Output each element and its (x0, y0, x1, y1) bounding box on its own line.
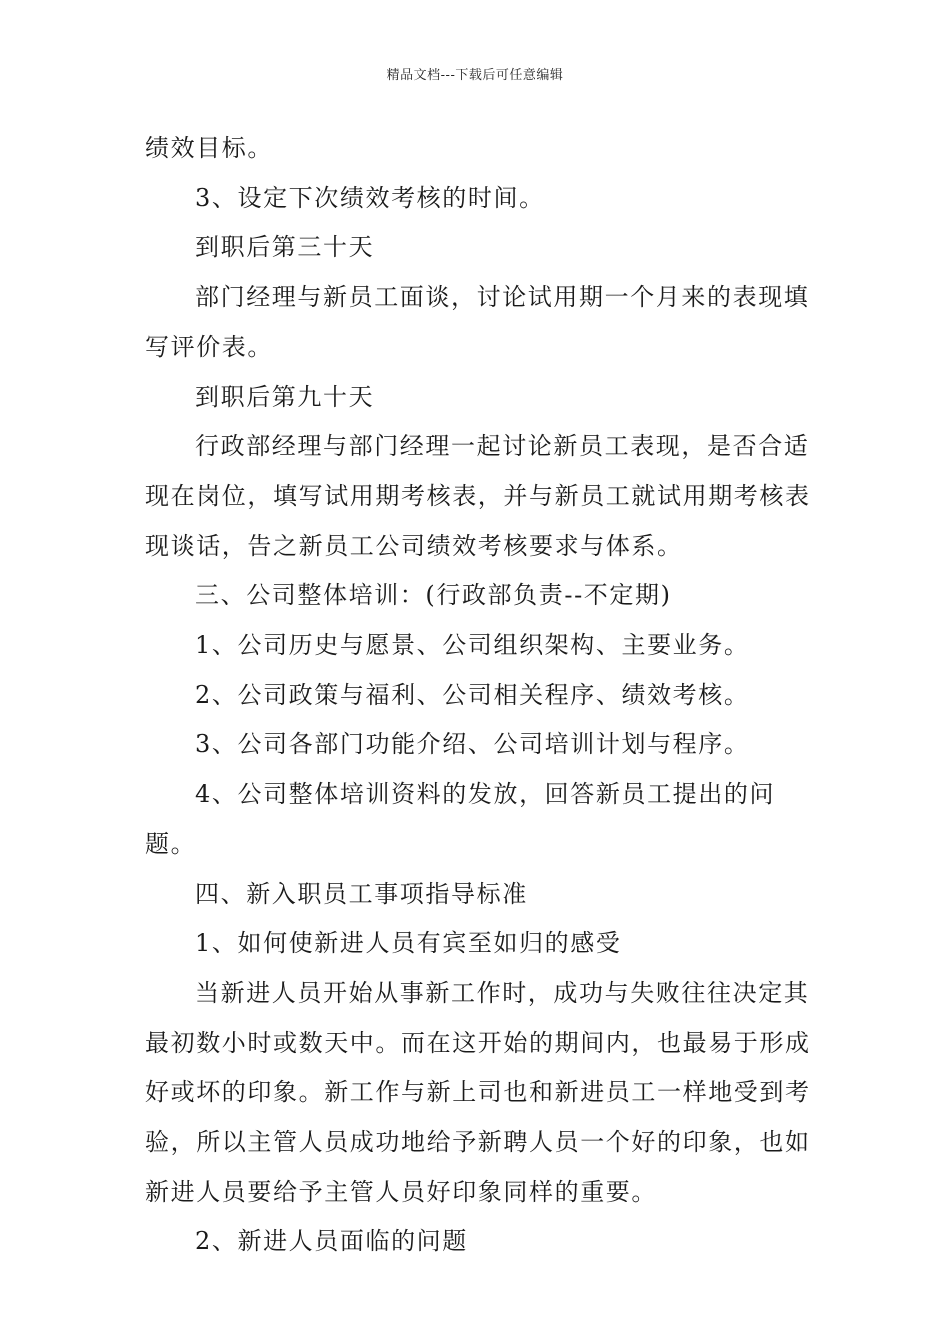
paragraph: 部门经理与新员工面谈，讨论试用期一个月来的表现填写评价表。 (145, 283, 810, 361)
section-heading: 到职后第九十天 (195, 382, 375, 411)
section-heading: 到职后第三十天 (195, 233, 375, 262)
list-item: 4、公司整体培训资料的发放，回答新员工提出的问题。 (145, 780, 776, 858)
section-heading: 四、新入职员工事项指导标准 (195, 879, 528, 908)
section-heading: 三、公司整体培训：(行政部负责--不定期) (195, 581, 672, 610)
paragraph: 行政部经理与部门经理一起讨论新员工表现，是否合适现在岗位，填写试用期考核表，并与新员工就试用期考核表现谈话，告之新员工公司绩效考核要求与体系。 (145, 432, 811, 560)
list-item: 2、公司政策与福利、公司相关程序、绩效考核。 (195, 680, 750, 709)
paragraph: 绩效目标。 (145, 134, 273, 162)
list-item: 1、公司历史与愿景、公司组织架构、主要业务。 (195, 631, 750, 660)
document-body (145, 124, 815, 1267)
list-item: 3、公司各部门功能介绍、公司培训计划与程序。 (195, 730, 750, 759)
list-item: 1、如何使新进人员有宾至如归的感受 (195, 929, 622, 958)
page-header: 精品文档---下载后可任意编辑 (386, 68, 564, 83)
list-item: 2、新进人员面临的问题 (195, 1227, 468, 1256)
paragraph: 当新进人员开始从事新工作时，成功与失败往往决定其最初数小时或数天中。而在这开始的期间内，也最易于形成好或坏的印象。新工作与新上司也和新进员工一样地受到考验，所以主管人员成功地给予新聘人员一个好的印象，也如新进人员要给予主管人员好印象同样的重要。 (145, 978, 811, 1206)
paragraph: 3、设定下次绩效考核的时间。 (195, 183, 545, 212)
